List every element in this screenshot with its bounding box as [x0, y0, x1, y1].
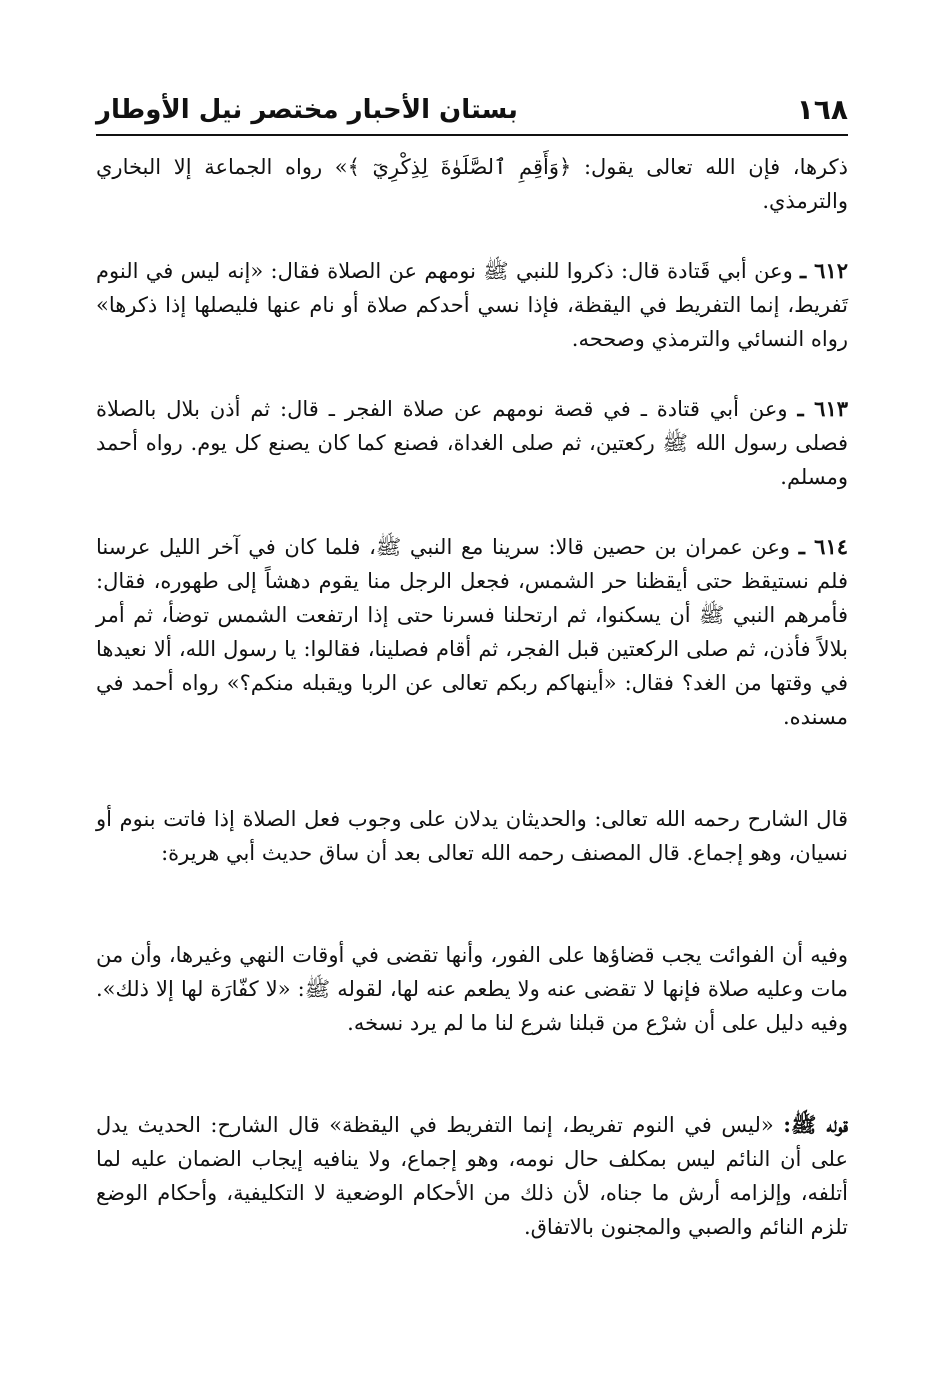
- hadith-number: ٦١٣ ـ: [797, 396, 849, 421]
- hadith-612: [96, 254, 848, 356]
- hadith-613: [96, 392, 848, 494]
- paragraph-text: وعن أبي قَتادة قال: ذكروا للنبي ﷺ نومهم عن الصلاة فقال: «إنه ليس في النوم تَفريط، إنما التفريط في اليقظة، فإذا نسي أحدكم صلاة أو نام عنها فليصلها إذا ذكرها» رواه النسائي والترمذي وصححه.: [96, 259, 848, 351]
- paragraph-gap: [96, 494, 848, 530]
- paragraph-text: وعن أبي قتادة ـ في قصة نومهم عن صلاة الفجر ـ قال: ثم أذن بلال بالصلاة فصلى رسول الله ﷺ ركعتين، ثم صلى الغداة، فصنع كما كان يصنع كل يوم. رواه أحمد ومسلم.: [96, 397, 848, 489]
- paragraph-gap: [96, 768, 848, 802]
- paragraph-text: قال الشارح رحمه الله تعالى: والحديثان يدلان على وجوب فعل الصلاة إذا فاتت بنوم أو نسيان، وهو إجماع. قال المصنف رحمه الله تعالى بعد أن ساق حديث أبي هريرة:: [96, 807, 848, 865]
- commentary-paragraph: [96, 802, 848, 904]
- paragraph-gap: [96, 1074, 848, 1108]
- page-header: [96, 84, 848, 130]
- paragraph-gap: [96, 356, 848, 392]
- hadith-number: ٦١٤ ـ: [798, 534, 849, 559]
- paragraph-text: وفيه أن الفوائت يجب قضاؤها على الفور، وأنها تقضى في أوقات النهي وغيرها، وأن من مات وعليه صلاة فإنها لا تقضى عنه ولا يطعم عنه لها، لقوله ﷺ: «لا كفّارَة لها إلا ذلك». وفيه دليل على أن شرْع من قبلنا شرع لنا ما لم يرد نسخه.: [96, 943, 848, 1035]
- hadith-614: [96, 530, 848, 768]
- paragraph: [96, 150, 848, 218]
- paragraph-gap: [96, 904, 848, 938]
- paragraph-text: «ليس في النوم تفريط، إنما التفريط في اليقظة» قال الشارح: الحديث يدل على أن النائم ليس بمكلف حال نومه، وهو إجماع، ولا ينافيه إيجاب الضمان عليه لما أتلفه، وإلزامه أرش ما جناه، لأن ذلك من الأحكام الوضعية لا التكليفية، وأحكام الوضع تلزم النائم والصبي والمجنون بالاتفاق.: [96, 1113, 848, 1239]
- paragraph-text: وعن عمران بن حصين قالا: سرينا مع النبي ﷺ، فلما كان في آخر الليل عرسنا فلم نستيقظ حتى أيقظنا حر الشمس، فجعل الرجل منا يقوم دهشاً إلى طهوره، فقال: فأمرهم النبي ﷺ أن يسكنوا، ثم ارتحلنا فسرنا حتى إذا ارتفعت الشمس توضأ، ثم أمر بلالاً فأذن، ثم صلى الركعتين قبل الفجر، ثم أقام فصلينا، فقالوا: يا رسول الله، ألا نعيدها في وقتها من الغد؟ فقال: «أينهاكم ربكم تعالى عن الربا ويقبله منكم؟» رواه أحمد في مسنده.: [96, 535, 849, 729]
- header-rule: [96, 134, 848, 136]
- running-title: بستان الأحبار مختصر نيل الأوطار: [96, 95, 518, 125]
- page-number: ١٦٨: [796, 93, 848, 126]
- explanation-paragraph: [96, 1108, 848, 1244]
- paragraph-text: ذكرها، فإن الله تعالى يقول: ﴿وَأَقِمِ ٱلصَّلَوٰةَ لِذِكْرِيٓ ﴾» رواه الجماعة إلا البخاري والترمذي.: [96, 155, 848, 213]
- hadith-number: ٦١٢ ـ: [800, 258, 848, 283]
- author-note-paragraph: [96, 938, 848, 1074]
- page-body: [96, 150, 848, 1244]
- paragraph-gap: [96, 218, 848, 254]
- lead-phrase: قوله ﷺ:: [783, 1112, 848, 1137]
